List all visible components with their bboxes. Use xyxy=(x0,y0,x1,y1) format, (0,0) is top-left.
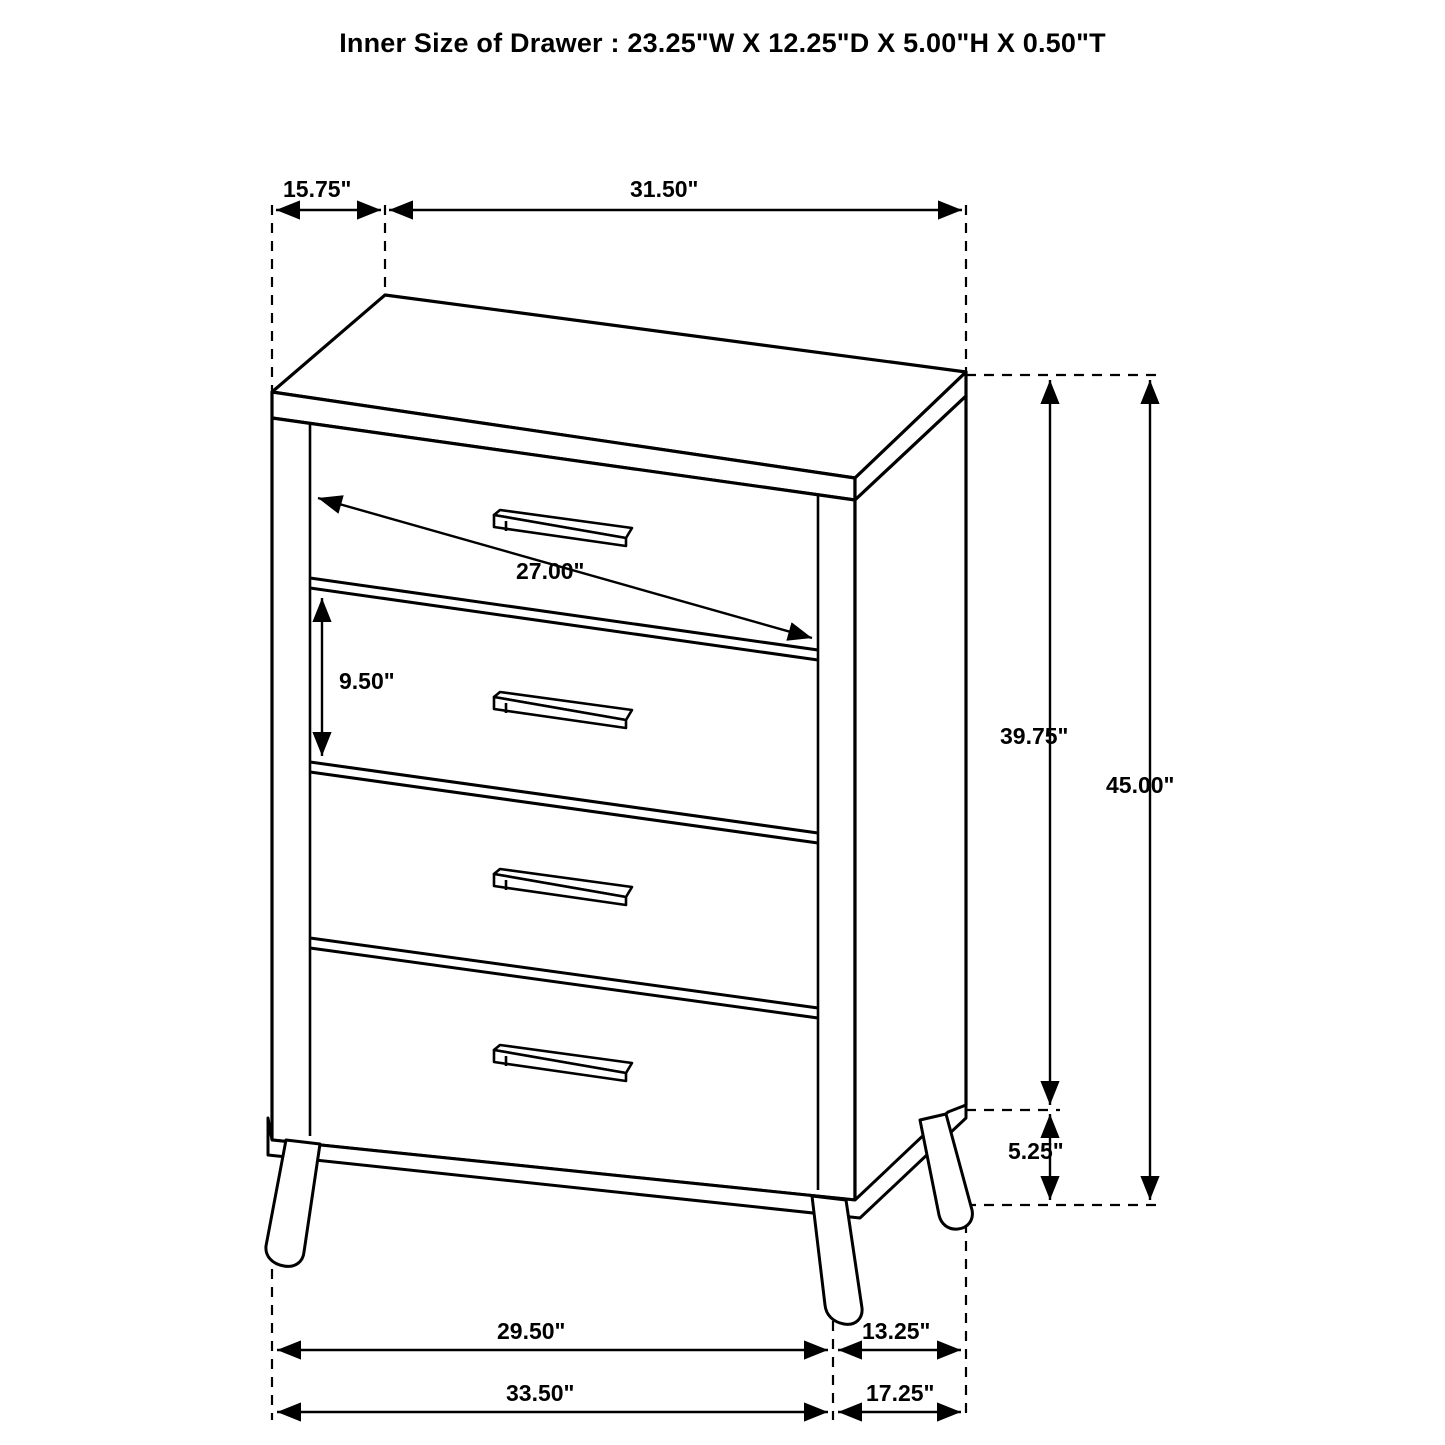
dimension-label-overall-height: 45.00" xyxy=(1106,772,1175,798)
chest-side-face xyxy=(855,396,966,1200)
dimension-label-base-width-outer: 33.50" xyxy=(506,1380,575,1406)
dimension-label-leg-height: 5.25" xyxy=(1008,1138,1064,1164)
leg-back-right xyxy=(920,1114,972,1229)
dimension-label-case-height: 39.75" xyxy=(1000,723,1069,749)
dimension-label-base-depth-inner: 13.25" xyxy=(862,1318,931,1344)
dimension-label-drawer-width: 27.00" xyxy=(516,558,585,584)
dimension-label-depth-top: 15.75" xyxy=(283,176,352,202)
page-title: Inner Size of Drawer : 23.25"W X 12.25"D X 5.00"H X 0.50"T xyxy=(339,28,1106,58)
dimension-label-width-top: 31.50" xyxy=(630,176,699,202)
dimension-label-base-width-inner: 29.50" xyxy=(497,1318,566,1344)
leg-front-left xyxy=(266,1140,320,1266)
dimension-label-drawer-height: 9.50" xyxy=(339,668,395,694)
dimension-label-base-depth-outer: 17.25" xyxy=(866,1380,935,1406)
